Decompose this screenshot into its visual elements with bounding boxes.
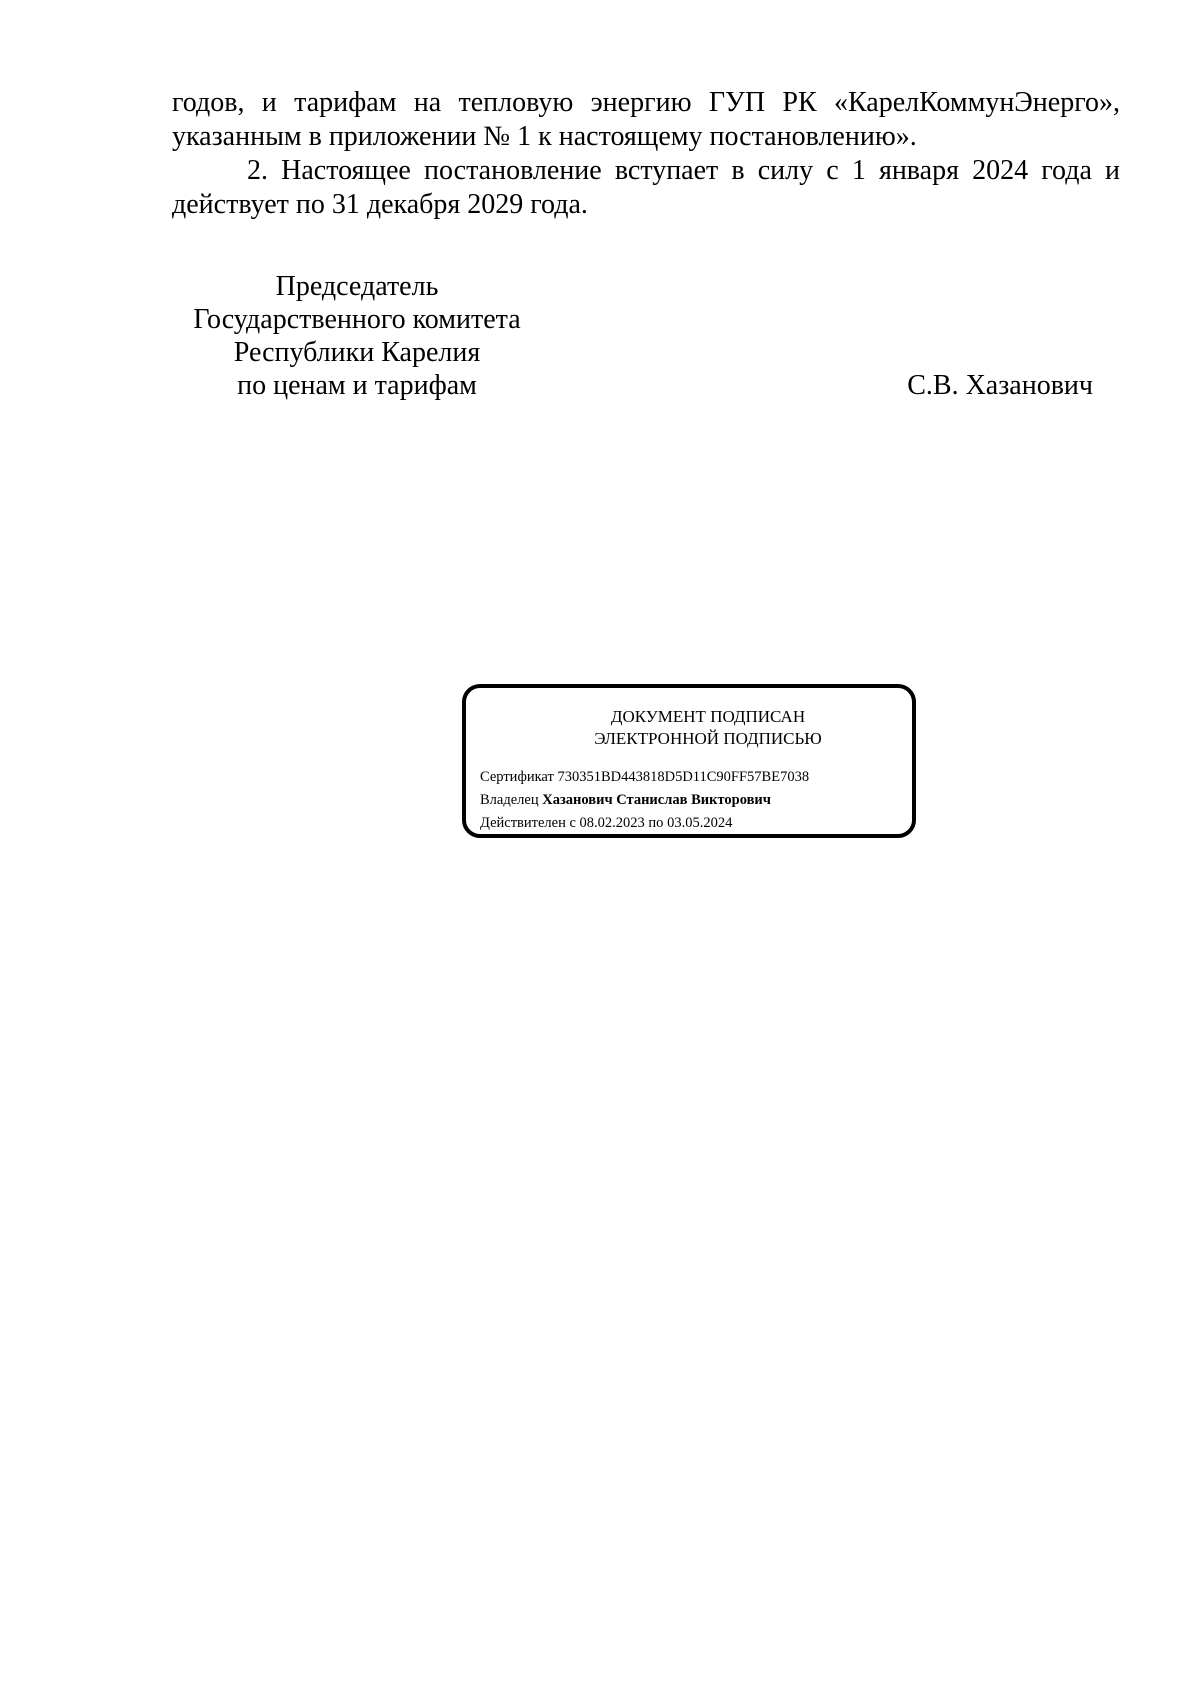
owner-row	[480, 789, 809, 812]
valid-to-date: 03.05.2024	[667, 815, 733, 831]
stamp-header-line: ДОКУМЕНТ ПОДПИСАН	[610, 707, 806, 726]
document-body	[172, 86, 1120, 222]
position-line: Государственного комитета	[193, 304, 521, 335]
signer-name: С.В. Хазанович	[907, 370, 1093, 401]
stamp-details	[480, 766, 809, 835]
text-line: годов, и тарифам на тепловую энергию ГУП РК «КарелКоммунЭнерго»,	[172, 87, 1120, 118]
position-line: по ценам и тарифам	[237, 370, 477, 401]
owner-label: Владелец	[480, 792, 539, 808]
valid-from-date: 08.02.2023	[579, 815, 645, 831]
text-line: действует по 31 декабря 2029 года.	[172, 189, 588, 220]
paragraph-continuation	[172, 86, 1120, 154]
owner-value: Хазанович Станислав Викторович	[542, 792, 771, 808]
certificate-label: Сертификат	[480, 769, 554, 785]
position-line: Республики Карелия	[233, 337, 481, 368]
valid-to-label: по	[648, 815, 664, 831]
position-line: Председатель	[275, 271, 439, 302]
text-line: указанным в приложении № 1 к настоящему постановлению».	[172, 121, 917, 152]
valid-from-label: Действителен с	[480, 815, 576, 831]
electronic-signature-stamp	[462, 684, 916, 838]
text-line: 2. Настоящее постановление вступает в силу с 1 января 2024 года и	[247, 155, 1120, 186]
certificate-value: 730351BD443818D5D11C90FF57BE7038	[557, 769, 810, 785]
paragraph-2	[172, 154, 1120, 222]
validity-row	[480, 812, 809, 835]
certificate-row	[480, 766, 809, 789]
stamp-header	[466, 706, 912, 750]
signer-position	[172, 270, 542, 402]
stamp-header-line: ЭЛЕКТРОННОЙ ПОДПИСЬЮ	[594, 729, 822, 748]
